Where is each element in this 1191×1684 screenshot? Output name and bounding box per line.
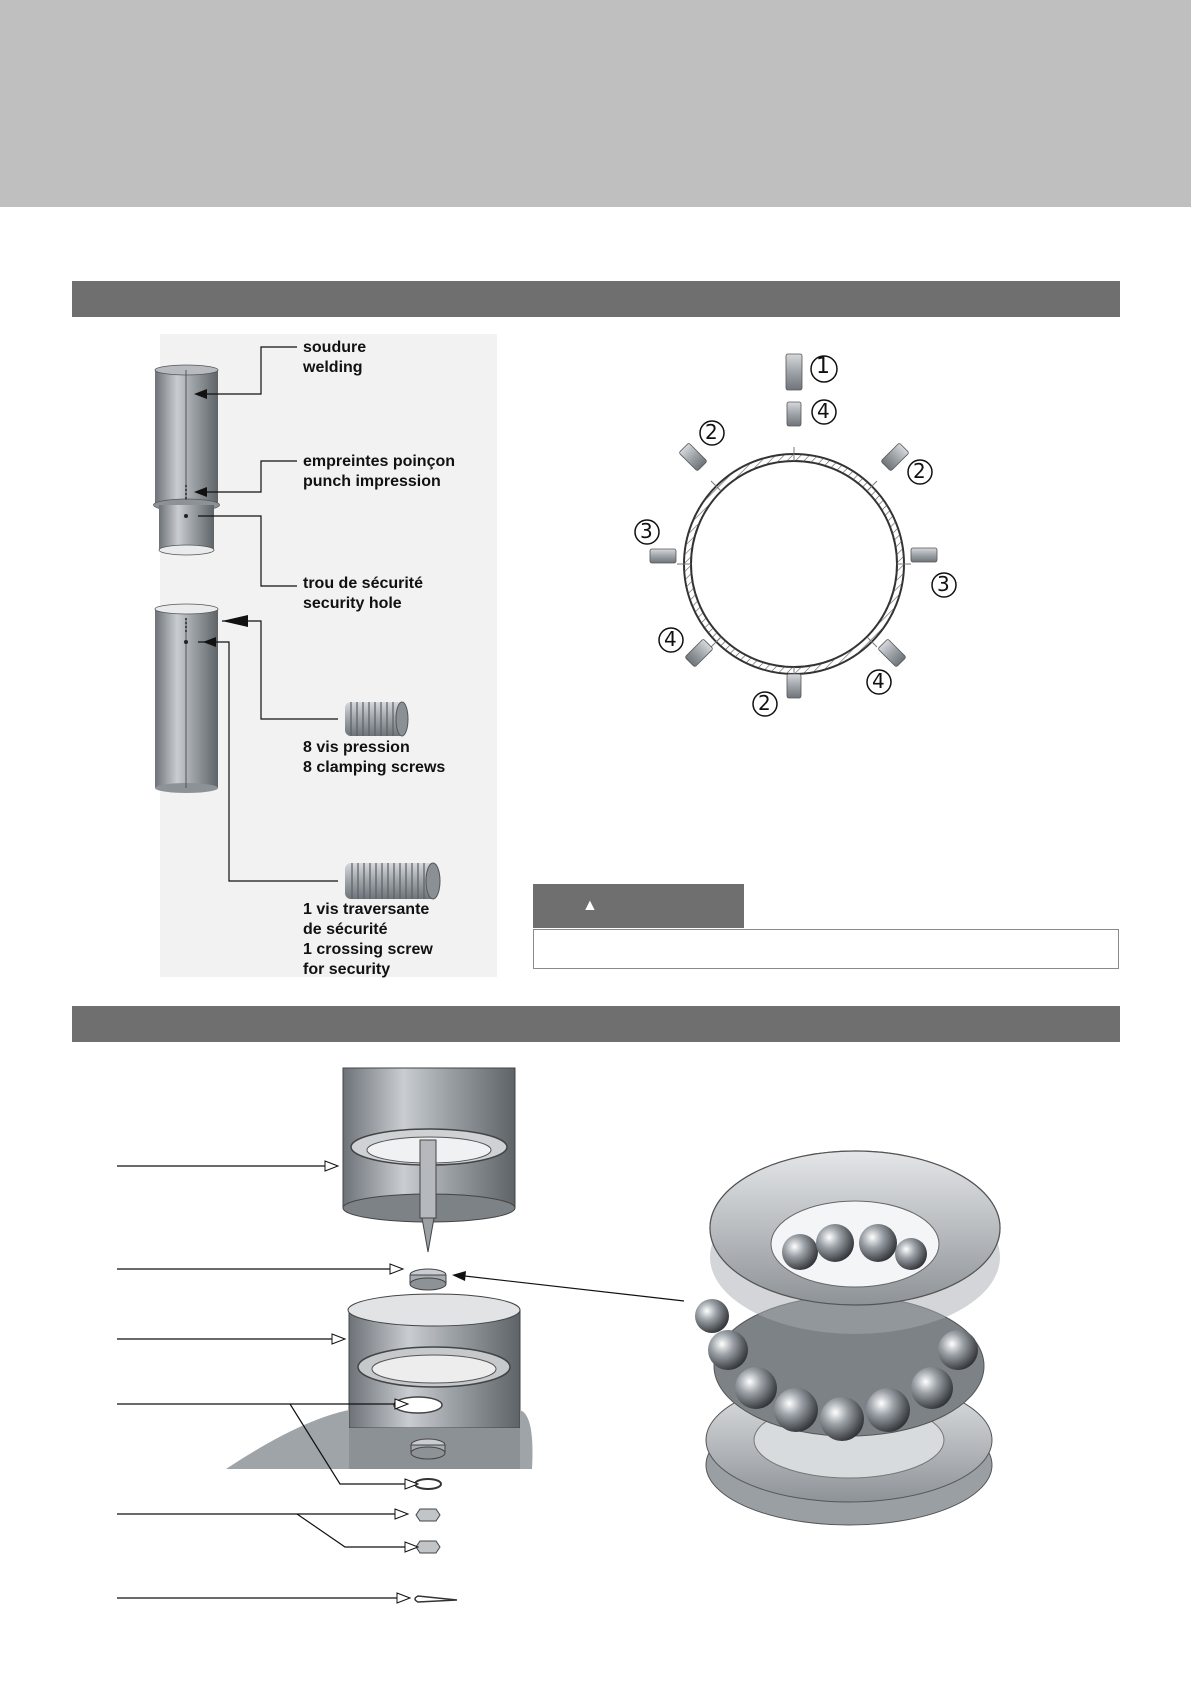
warning-box — [533, 929, 1119, 969]
crossing-screw-image — [345, 863, 440, 899]
leader-lines — [198, 347, 338, 881]
tightening-order-diagram — [635, 354, 956, 716]
warning-triangle-icon: ▲ — [582, 897, 598, 914]
section-bar-2 — [72, 1006, 1120, 1042]
clamping-screws-label: 8 vis pression 8 clamping screws — [303, 739, 446, 776]
crossing-screw-label: 1 vis traversante de sécurité 1 crossing screw for security — [303, 901, 433, 978]
lower-tube — [155, 604, 218, 793]
order-number-right: 3 — [937, 572, 950, 596]
order-number-left: 3 — [640, 519, 653, 543]
punch-impression-label: empreintes poinçon punch impression — [303, 453, 456, 490]
clamping-screw-image — [345, 702, 408, 736]
order-number-lower-left: 4 — [664, 627, 677, 651]
order-number-bottom: 2 — [758, 691, 771, 715]
welding-label: soudure welding — [303, 339, 367, 376]
order-number-upper-right: 2 — [913, 459, 926, 483]
thrust-bearing-image — [695, 1151, 1000, 1525]
mast-head-exploded-view — [226, 1068, 533, 1602]
order-number-top-outer: 1 — [816, 354, 830, 379]
warning-tab — [533, 884, 744, 928]
security-hole-label: trou de sécurité security hole — [303, 575, 424, 612]
order-number-upper-left: 2 — [705, 420, 718, 444]
order-number-top-inner: 4 — [817, 399, 830, 423]
order-number-lower-right: 4 — [872, 669, 885, 693]
